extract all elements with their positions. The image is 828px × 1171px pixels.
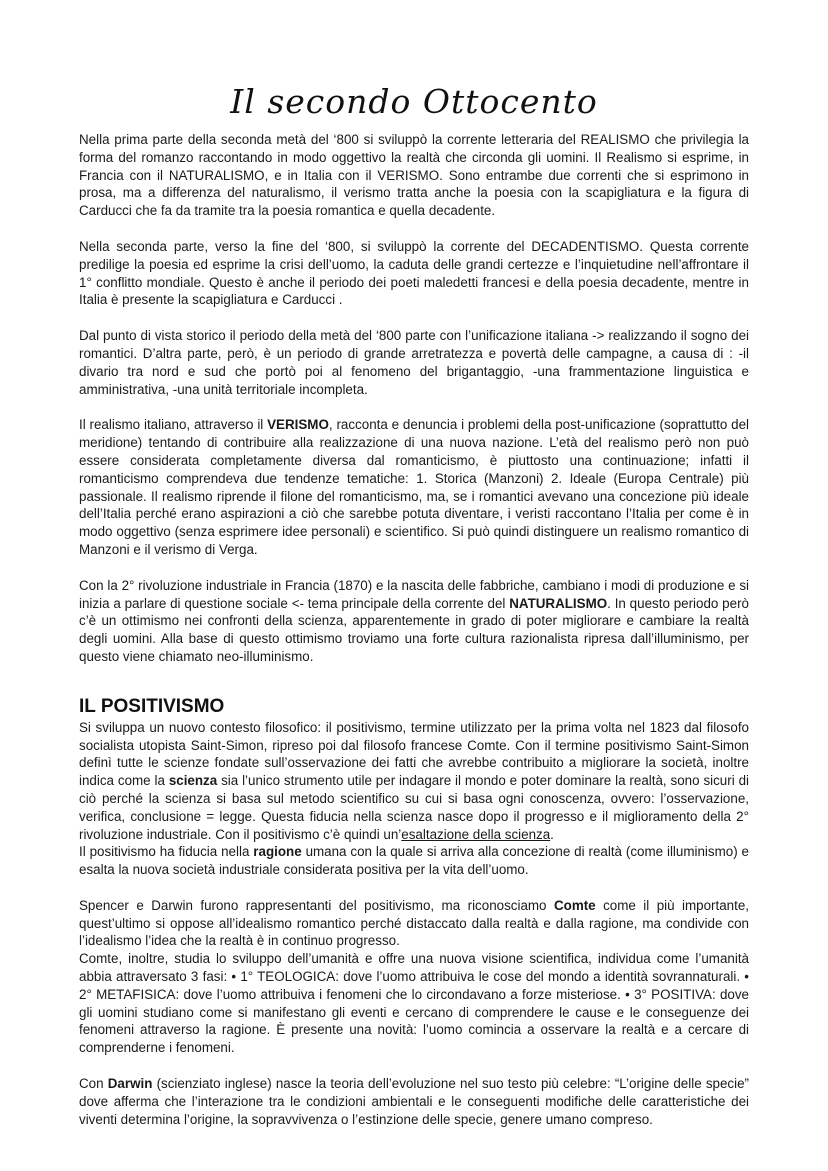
document-body [79,131,749,1146]
text-run: (scienziato inglese) nasce la teoria dell’evoluzione nel suo testo più celebre: “L’origine delle specie” dove afferma che l’interazione tra le condizioni ambientali e le conseguenti modifiche delle caratteristiche dei viventi determina l’origine, la sopravvivenza o l’estinzione delle specie, genere umano compreso. [79,1076,749,1127]
text-run: sia l’unico strumento utile per indagare il mondo e poter dominare la realtà, sono sicuri di ciò perché la scienza si basa sul metodo scientifico su cui si basa ogni conoscenza, ovvero: l’osservazione, verifica, conclusione = legge. Questa fiducia nella scienza nasce dopo il progresso e il miglioramento della 2° rivoluzione industriale. Con il positivismo c’è quindi un’ [79,773,749,842]
text-run: Il realismo italiano, attraverso il [79,417,268,433]
paragraph-realismo: Nella prima parte della seconda metà del ‘800 si sviluppò la corrente letteraria del REALISMO che privilegia la forma del romanzo raccontando in modo oggettivo la realtà che circonda gli uomini. Il Realismo si esprime, in Francia con il NATURALISMO, e in Italia con il VERISMO. Sono entrambe due correnti che si esprimono in prosa, ma a differenza del naturalismo, il verismo tratta anche la poesia con la scapigliatura e la figura di Carducci che fa da tramite tra la poesia romantica e quella decadente. [79,132,749,219]
paragraph-contesto-storico: Dal punto di vista storico il periodo della metà del ‘800 parte con l’unificazione italiana -> realizzando il sogno dei romantici. D’altra parte, però, è un periodo di grande arretratezza e povertà delle campagne, a causa di : -il divario tra nord e sud che portò poi al fenomeno del brigantaggio, -una frammentazione linguistica e amministrativa, -una unità territoriale incompleta. [79,328,749,397]
text-run: come il più importante, quest’ultimo si oppose all’idealismo romantico perché distaccato dalla realtà e dalla ragione, ma condivide con l’idealismo l’idea che la realtà è in continuo progresso. [79,897,750,949]
paragraph-decadentismo: Nella seconda parte, verso la fine del ‘800, si sviluppò la corrente del DECADENTISMO. Questa corrente predilige la poesia ed esprime la crisi dell’uomo, la caduta delle grandi certezze e l’inquietudine nell’affrontare il 1° conflitto mondiale. Questo è anche il periodo dei poeti maledetti francesi e della poesia decadente, mentre in Italia è presente la scapigliatura e Carducci . [79,238,749,308]
section-heading-positivismo: IL POSITIVISMO [79,695,225,717]
text-run: Con [79,1076,108,1092]
keyword-verismo: VERISMO [267,417,329,433]
paragraph-comte [79,897,749,950]
page-title: Il secondo Ottocento [230,82,598,121]
keyword-naturalismo: NATURALISMO [509,595,608,611]
text-run: Con la 2° rivoluzione industriale in Francia (1870) e la nascita delle fabbriche, cambiano i modi di produzione e si inizia a parlare di questione sociale <- tema principale della corrente del [79,577,749,611]
underlined-esaltazione: esaltazione della scienza [401,826,551,842]
paragraph-verismo [79,416,749,558]
text-run: umana con la quale si arriva alla concezione di realtà (come illuminismo) e esalta la nuova società industriale considerata positiva per la vita dell’uomo. [79,844,750,878]
text-run: . In questo periodo però c’è un ottimismo nei confronti della scienza, apparentemente in grado di poter migliorare e cambiare la realtà degli uomini. Alla base di questo ottimismo troviamo una forte cultura razionalista ripresa dall’illuminismo, per questo viene chiamato neo-illuminismo. [79,595,749,664]
paragraph-tre-fasi: Comte, inoltre, studia lo sviluppo dell’umanità e offre una nuova visione scientifica, individua come l’umanità abbia attraversato 3 fasi: • 1° TEOLOGICA: dove l’uomo attribuiva le cose del mondo a identità sovrannaturali. • 2° METAFISICA: dove l’uomo attribuiva i fenomeni che lo circondavano a forze misteriose. • 3° POSITIVA: dove gli uomini studiano come si manifestano gli eventi e cercano di comprendere le cause e le conseguenze dei fenomeni attraverso la ragione. È presente una novità: l’uomo comincia a osservare la realtà e a cercare di comprenderne i fenomeni. [79,951,749,1056]
text-run: Si sviluppa un nuovo contesto filosofico: il positivismo, termine utilizzato per la prima volta nel 1823 dal filosofo socialista utopista Saint-Simon, ripreso poi dal filosofo francese Comte. Con il termine positivismo Saint-Simon definì tutte le scienze fondate sull’osservazione dei fatti che avrebbe contribuito a migliorare la società, inoltre indica come la [79,719,749,789]
keyword-scienza: scienza [168,773,218,789]
paragraph-ragione [79,843,749,879]
keyword-ragione: ragione [253,844,302,860]
paragraph-darwin [79,1075,749,1128]
paragraph-positivismo [79,719,749,844]
text-run: . [550,826,554,842]
keyword-comte: Comte [553,897,596,913]
text-run: , racconta e denuncia i problemi della post-unificazione (soprattutto del meridione) tentando di contribuire alla realizzazione di una nuova nazione. L’età del realismo però non può essere considerata completamente diversa dal romanticismo, è piuttosto una continuazione; infatti il romanticismo comprendeva due tendenze tematiche: 1. Storica (Manzoni) 2. Ideale (Europa Centrale) più passionale. Il realismo riprende il filone del romanticismo, ma, se i romantici avevano una concezione più ideale dell’Italia perché erano aspirazioni a ciò che sarebbe potuta diventare, i veristi raccontano l’Italia per come è in modo oggettivo (senza esprimere idee personali) e scientifico. Si può quindi distinguere un realismo romantico di Manzoni e il verismo di Verga. [79,417,749,557]
text-run: Spencer e Darwin furono rappresentanti del positivismo, ma riconosciamo [79,897,554,913]
keyword-darwin: Darwin [107,1076,153,1092]
text-run: Il positivismo ha fiducia nella [79,844,254,860]
paragraph-naturalismo [79,577,749,666]
